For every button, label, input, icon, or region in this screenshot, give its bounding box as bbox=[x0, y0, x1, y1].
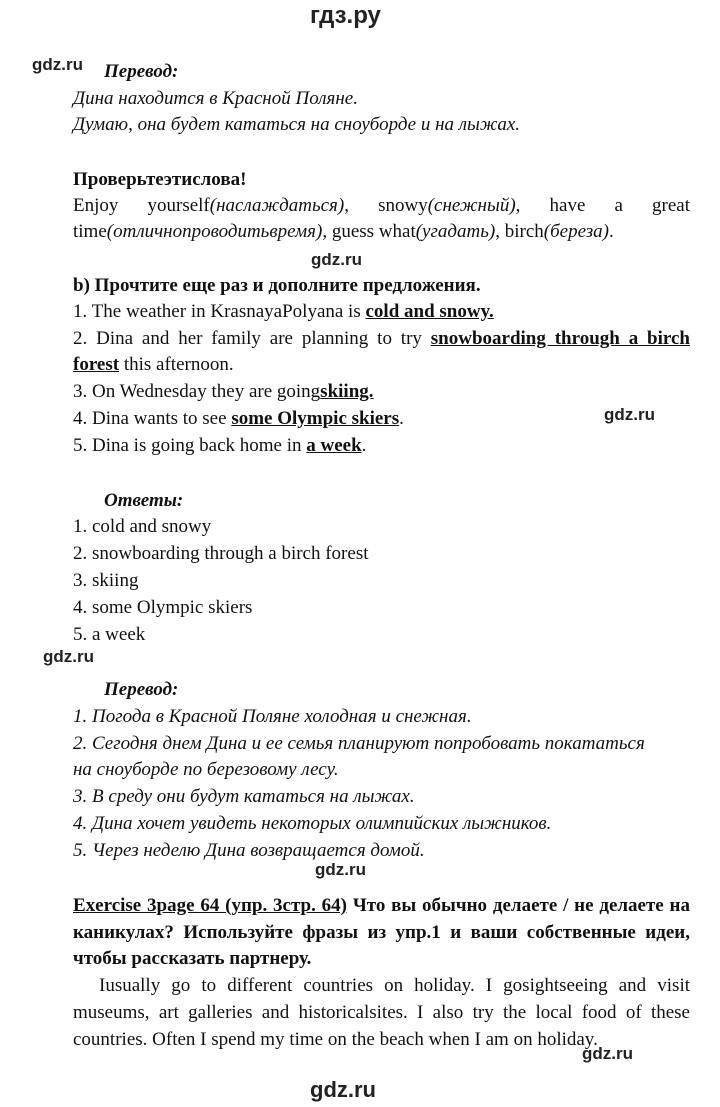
answer-item: 4. some Olympic skiers bbox=[73, 597, 253, 618]
translation-line: Дина находится в Красной Поляне. bbox=[73, 88, 358, 109]
translation2-line: 1. Погода в Красной Поляне холодная и снежная. bbox=[73, 706, 472, 727]
answer-item: 3. skiing bbox=[73, 570, 139, 591]
word: yourself(наслаждаться), bbox=[147, 195, 349, 216]
exercise3-instruction: чтобы рассказать партнеру. bbox=[73, 948, 312, 969]
footer-watermark: gdz.ru bbox=[310, 1077, 376, 1102]
sentence-5: 5. Dina is going back home in a week. bbox=[73, 435, 367, 456]
word: have bbox=[549, 195, 586, 216]
translation2-line: 2. Сегодня днем Дина и ее семья планируют попробовать покататься bbox=[73, 733, 645, 754]
exercise3-instruction: каникулах? Используйте фразы из упр.1 и ваши собственные идеи, bbox=[73, 922, 690, 943]
translation2-line: 3. В среду они будут кататься на лыжах. bbox=[73, 786, 415, 807]
watermark: gdz.ru bbox=[311, 250, 362, 269]
words-heading: Проверьтеэтислова! bbox=[73, 169, 247, 190]
watermark: gdz.ru bbox=[43, 647, 94, 666]
sentence-2-cont: forest this afternoon. bbox=[73, 354, 234, 375]
watermark: gdz.ru bbox=[315, 860, 366, 879]
translation-heading: Перевод: bbox=[104, 61, 179, 82]
translation2-heading: Перевод: bbox=[104, 679, 179, 700]
translation2-line: на сноуборде по березовому лесу. bbox=[73, 759, 339, 780]
answer-item: 5. a week bbox=[73, 624, 146, 645]
exercise-b-heading: b) Прочтите еще раз и дополните предложения. bbox=[73, 275, 481, 296]
word: great bbox=[652, 195, 691, 216]
sentence-4: 4. Dina wants to see some Olympic skiers. bbox=[73, 408, 404, 429]
answer-item: 2. snowboarding through a birch forest bbox=[73, 543, 369, 564]
paragraph-line: Iusually go to different countries on holiday. I gosightseeing and visit bbox=[99, 975, 690, 996]
words-line-2: time(отличнопроводитьвремя), guess what(угадать), birch(береза). bbox=[73, 221, 614, 242]
watermark: gdz.ru bbox=[32, 55, 83, 74]
word: snowy(снежный), bbox=[378, 195, 521, 216]
word: Enjoy bbox=[73, 195, 119, 216]
sentence-3: 3. On Wednesday they are goingskiing. bbox=[73, 381, 374, 402]
answers-heading: Ответы: bbox=[104, 490, 184, 511]
paragraph-line: museums, art galleries and historicalsites. I also try the local food of these bbox=[73, 1002, 690, 1023]
watermark: gdz.ru bbox=[604, 405, 655, 424]
translation2-line: 4. Дина хочет увидеть некоторых олимпийских лыжников. bbox=[73, 813, 552, 834]
sentence-1: 1. The weather in KrasnayaPolyana is cold and snowy. bbox=[73, 301, 494, 322]
header-watermark: гдз.ру bbox=[310, 2, 381, 29]
sentence-2: 2. Dina and her family are planning to try snowboarding through a birch bbox=[73, 328, 690, 349]
words-line-1 bbox=[73, 193, 690, 219]
translation-line: Думаю, она будет кататься на сноуборде и на лыжах. bbox=[73, 114, 521, 135]
exercise3-heading: Exercise 3page 64 (упр. 3стр. 64) Что вы обычно делаете / не делаете на bbox=[73, 895, 690, 916]
word: a bbox=[614, 195, 623, 216]
answer-item: 1. cold and snowy bbox=[73, 516, 212, 537]
watermark: gdz.ru bbox=[582, 1044, 633, 1063]
translation2-line: 5. Через неделю Дина возвращается домой. bbox=[73, 840, 425, 861]
paragraph-line: countries. Often I spend my time on the beach when I am on holiday. bbox=[73, 1029, 598, 1050]
